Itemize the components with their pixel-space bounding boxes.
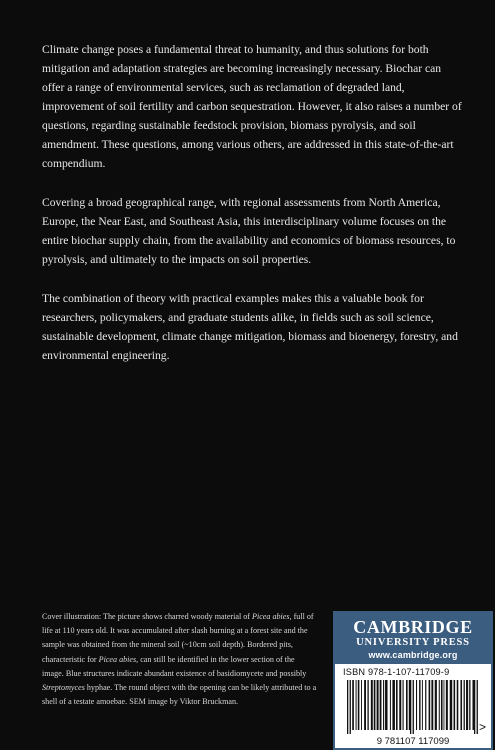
barcode [343,680,483,746]
barcode-bar [443,680,444,730]
caption-species-2: Picea abies [98,654,137,664]
barcode-bar [406,680,408,730]
barcode-bar [460,680,462,730]
caption-genus: Streptomyces [42,683,85,693]
barcode-bar [352,680,354,730]
barcode-bar [399,680,401,730]
blurb-paragraph-2: Covering a broad geographical range, with regional assessments from North America, Europe, the Near East, and Southeast Asia, this interdisciplinary volume focuses on the entire biochar supply chain, from the availability and economics of biomass resources, to pyrolysis, and ultimately to the impacts on soil properties. [42,196,456,266]
barcode-chevron: > [478,720,486,734]
barcode-bar [450,680,453,730]
publisher-block [333,611,493,750]
caption-text-3: , can still be identified in the lower section of the image. Blue structures indicate abundant existence of basidiomycete and possibly [42,654,307,678]
barcode-bar [425,680,426,730]
barcode-bar [416,680,417,730]
barcode-bar [347,680,348,734]
barcode-bar [413,680,414,734]
isbn-number: ISBN 978-1-107-11709-9 [343,667,450,677]
barcode-bar [466,680,468,730]
barcode-bar [358,680,360,730]
barcode-bar [469,680,470,730]
publisher-name: CAMBRIDGE [353,617,473,637]
caption-text-4: hyphae. The round object with the opening can be likely attributed to a shell of a testate amoebae. SEM image by Viktor Bruckman. [42,683,317,707]
barcode-bar [410,680,411,734]
barcode-bar [457,680,459,730]
caption-species-1: Picea abies [252,612,290,621]
barcode-bar [429,680,431,730]
publisher-url: www.cambridge.org [368,650,458,660]
barcode-bar [439,680,440,730]
cover-illustration-caption [42,610,318,709]
publisher-subname: UNIVERSITY PRESS [356,637,470,648]
blurb [42,40,462,385]
barcode-bar [383,680,384,730]
barcode-bar [371,680,373,730]
barcode-bar [392,680,395,730]
blurb-paragraph-3: The combination of theory with practical examples makes this a valuable book for researchers, policymakers, and graduate students alike, in fields such as soil science, sustainable development, climate change mitigation, biomass and bioenergy, forestry, and environmental engineering. [42,292,458,362]
barcode-bar [446,680,448,730]
caption-text-2: , full of life at 110 years old. It was accumulated after slash burning at a forest site and the sample was obtained from the mineral soil (~10cm soil depth). Bordered pits, characteristic for [42,612,314,664]
barcode-bar [396,680,398,730]
barcode-bar [403,680,404,730]
barcode-bar [390,680,391,730]
barcode-bar [361,680,362,730]
publisher-logo [333,618,493,662]
barcode-bar [454,680,456,730]
barcode-bar [441,680,443,730]
barcode-bar [350,680,351,734]
barcode-digits: 9 781107 117099 [376,736,450,746]
caption-text-1: Cover illustration: The picture shows charred woody material of [42,612,253,621]
barcode-bar [356,680,357,730]
barcode-bar [477,680,478,734]
barcode-bar [364,680,366,730]
barcode-bar [435,680,437,730]
barcode-bar [380,680,382,730]
barcode-bar [419,680,420,730]
barcode-bar [377,680,379,730]
barcode-bar [474,680,475,734]
barcode-bar [374,680,376,730]
barcode-bar [464,680,465,730]
isbn-barcode-box [335,664,491,748]
blurb-paragraph-1: Climate change poses a fundamental threat to humanity, and thus solutions for both mitigation and adaptation strategies are becoming increasingly necessary. Biochar can offer a range of environmental services, such as reclamation of degraded land, improvement of soil fertility and carbon sequestration. However, it also raises a number of questions, regarding sustainable feedstock provision, biomass pyrolysis, and soil amendment. These questions, among various others, are addressed in this state-of-the-art compendium. [42,43,462,170]
barcode-bar [385,680,387,730]
barcode-bar [422,680,423,730]
barcode-bar [367,680,368,730]
barcode-bar [431,680,433,730]
